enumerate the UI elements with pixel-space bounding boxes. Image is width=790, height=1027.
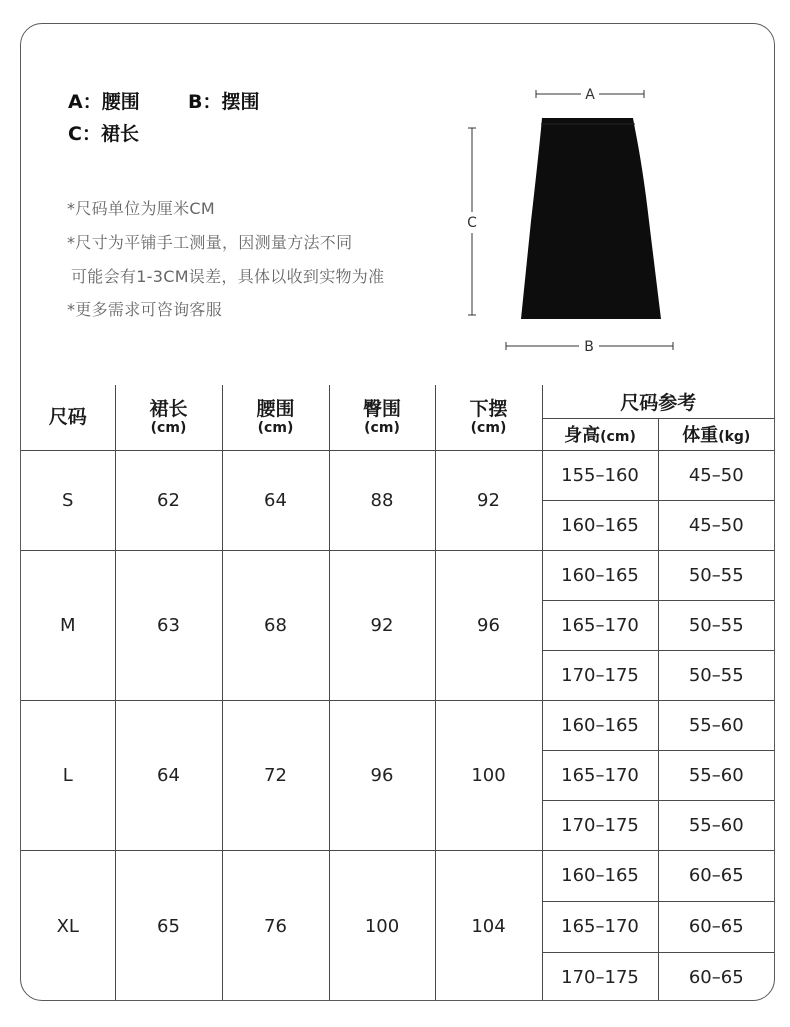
note-service: *更多需求可咨询客服	[67, 300, 223, 319]
skirt-diagram-svg	[461, 79, 701, 369]
hip-cell: 88	[329, 450, 435, 550]
legend-b: B：摆围	[188, 91, 260, 113]
waist-cell: 72	[222, 700, 329, 850]
weight-cell: 45–50	[658, 450, 774, 500]
waist-cell: 76	[222, 850, 329, 1001]
skirt-shape	[521, 118, 661, 319]
table-row	[21, 700, 774, 750]
dimension-c	[467, 128, 477, 315]
note-unit: *尺码单位为厘米CM	[67, 199, 215, 218]
length-cell: 62	[115, 450, 222, 550]
label-b: B	[584, 339, 594, 355]
hem-cell: 96	[435, 550, 542, 700]
header-length: 裙长 (cm)	[115, 385, 222, 450]
size-cell: M	[21, 550, 115, 700]
note-measure: *尺寸为平铺手工测量，因测量方法不同	[67, 233, 353, 252]
dimension-a	[536, 87, 644, 103]
note-error: 可能会有1-3CM误差，具体以收到实物为准	[71, 267, 385, 286]
size-cell: S	[21, 450, 115, 550]
size-cell: XL	[21, 850, 115, 1001]
height-cell: 155–160	[542, 450, 658, 500]
height-cell: 170–175	[542, 650, 658, 700]
height-cell: 160–165	[542, 850, 658, 901]
hip-cell: 100	[329, 850, 435, 1001]
height-cell: 165–170	[542, 600, 658, 650]
weight-cell: 55–60	[658, 750, 774, 800]
weight-cell: 60–65	[658, 952, 774, 1001]
header-height: 身高(cm)	[542, 418, 658, 450]
height-cell: 170–175	[542, 952, 658, 1001]
header-hem: 下摆 (cm)	[435, 385, 542, 450]
length-cell: 64	[115, 700, 222, 850]
weight-cell: 50–55	[658, 550, 774, 600]
weight-cell: 60–65	[658, 850, 774, 901]
hem-cell: 104	[435, 850, 542, 1001]
header-waist: 腰围 (cm)	[222, 385, 329, 450]
height-cell: 160–165	[542, 550, 658, 600]
weight-cell: 55–60	[658, 800, 774, 850]
weight-cell: 50–55	[658, 650, 774, 700]
hem-cell: 100	[435, 700, 542, 850]
height-cell: 160–165	[542, 500, 658, 550]
header-size-reference: 尺码参考	[542, 385, 774, 418]
length-cell: 63	[115, 550, 222, 700]
table-row	[21, 850, 774, 901]
height-cell: 165–170	[542, 750, 658, 800]
weight-cell: 55–60	[658, 700, 774, 750]
size-table	[21, 385, 774, 1001]
label-c: C	[467, 215, 477, 231]
waist-cell: 68	[222, 550, 329, 700]
header-weight: 体重(kg)	[658, 418, 774, 450]
hip-cell: 96	[329, 700, 435, 850]
height-cell: 160–165	[542, 700, 658, 750]
header-hip: 臀围 (cm)	[329, 385, 435, 450]
table-row	[21, 550, 774, 600]
weight-cell: 45–50	[658, 500, 774, 550]
dimension-b	[506, 339, 673, 355]
table-row	[21, 450, 774, 500]
weight-cell: 50–55	[658, 600, 774, 650]
weight-cell: 60–65	[658, 901, 774, 952]
skirt-diagram	[461, 79, 701, 369]
size-cell: L	[21, 700, 115, 850]
waist-cell: 64	[222, 450, 329, 550]
header-size: 尺码	[21, 385, 115, 450]
height-cell: 165–170	[542, 901, 658, 952]
hip-cell: 92	[329, 550, 435, 700]
hem-cell: 92	[435, 450, 542, 550]
table-header-row	[21, 385, 774, 418]
label-a: A	[585, 87, 595, 103]
legend-a: A：腰围	[68, 91, 140, 113]
size-chart-card	[20, 23, 775, 1001]
length-cell: 65	[115, 850, 222, 1001]
height-cell: 170–175	[542, 800, 658, 850]
legend-c: C：裙长	[68, 123, 139, 145]
